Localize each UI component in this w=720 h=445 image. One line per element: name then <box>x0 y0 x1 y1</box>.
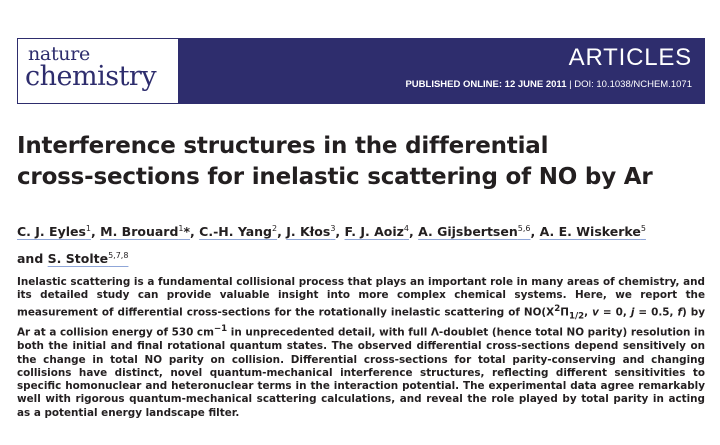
journal-header <box>17 38 707 104</box>
author-separator: , <box>91 224 101 240</box>
abstract-text: ) by Ar at a collision energy of 530 cm <box>17 306 705 339</box>
author-name: A. E. Wiskerke <box>539 224 641 240</box>
abstract-variable: f <box>677 306 683 319</box>
section-banner <box>179 38 705 104</box>
author-name: J. Kłos <box>286 224 331 240</box>
author-affiliation: 3 <box>330 224 336 233</box>
abstract <box>17 276 705 420</box>
section-label: ARTICLES <box>568 44 692 71</box>
article-title <box>17 131 717 193</box>
author-link[interactable] <box>17 224 91 239</box>
title-line-1: Interference structures in the differential <box>17 133 549 159</box>
author-affiliation: 1 <box>178 224 184 233</box>
author-link[interactable] <box>199 224 277 239</box>
author-separator: , <box>277 224 287 240</box>
logo-word-nature: nature <box>28 43 90 65</box>
corresponding-author-mark: * <box>183 224 191 240</box>
abstract-text: , <box>584 306 593 319</box>
published-date: PUBLISHED ONLINE: 12 JUNE 2011 <box>405 79 567 90</box>
abstract-text: in unprecedented detail, with full Λ-doublet (hence total NO parity) resolution in both the initial and final rotational quantum states. The observed differential cross-sections depend sensitively on the change in total NO parity on collision. Differential cross-sections for total parity-conserving and changing collisions have distinct, novel quantum-mechanical interference structures, reflecting different sensitivities to specific homonuclear and heteronuclear terms in the interaction potential. The experimental data agree remarkably well with rigorous quantum-mechanical scattering calculations, and reveal the role played by total parity in acting as a potential energy landscape filter. <box>17 326 706 419</box>
abstract-superscript: −1 <box>213 324 228 335</box>
doi-link[interactable]: DOI: 10.1038/NCHEM.1071 <box>574 79 692 90</box>
author-name: S. Stolte <box>47 251 109 267</box>
author-link[interactable] <box>540 224 646 239</box>
abstract-superscript: 2 <box>554 303 561 314</box>
author-affiliation: 5 <box>640 224 646 233</box>
author-link[interactable] <box>418 224 530 239</box>
abstract-text: = 0, <box>598 306 631 319</box>
abstract-symbol: Π <box>560 306 569 319</box>
abstract-subscript: 1/2 <box>568 311 585 322</box>
author-separator: , <box>530 224 540 240</box>
publication-info <box>405 79 692 90</box>
logo-word-chemistry: chemistry <box>25 61 157 92</box>
author-name: C. J. Eyles <box>17 224 86 240</box>
journal-logo[interactable] <box>17 38 179 104</box>
author-link[interactable] <box>345 224 409 239</box>
author-list <box>17 217 707 271</box>
abstract-variable: v <box>592 306 599 319</box>
abstract-text: Inelastic scattering is a fundamental collisional process that plays an important role in many areas of chemistry, and its detailed study can provide valuable insight into more complex chemical systems. Here, we report the measurement of differential cross-sections for the rotationally inelastic scattering of NO(X <box>17 276 705 319</box>
author-affiliation: 5,7,8 <box>108 251 129 261</box>
author-name: F. J. Aoiz <box>344 224 404 240</box>
author-name: M. Brouard <box>100 224 179 240</box>
author-name: C.-H. Yang <box>199 224 272 240</box>
author-link[interactable] <box>286 224 335 239</box>
author-separator: , <box>335 224 345 240</box>
pub-separator: | <box>569 79 575 90</box>
author-link[interactable] <box>48 251 129 266</box>
author-affiliation: 4 <box>403 224 409 233</box>
author-affiliation: 1 <box>85 224 92 233</box>
author-affiliation: 2 <box>272 224 278 233</box>
title-line-2: cross-sections for inelastic scattering of NO by Ar <box>17 164 653 190</box>
author-separator: , <box>408 224 419 240</box>
author-link[interactable] <box>100 224 190 239</box>
abstract-text: = 0.5, <box>634 306 678 319</box>
author-name: A. Gijsbertsen <box>418 224 518 240</box>
author-affiliation: 5,6 <box>517 224 531 233</box>
abstract-variable: j <box>630 306 635 319</box>
author-separator: , <box>190 224 200 240</box>
author-conjunction: and <box>17 251 44 267</box>
